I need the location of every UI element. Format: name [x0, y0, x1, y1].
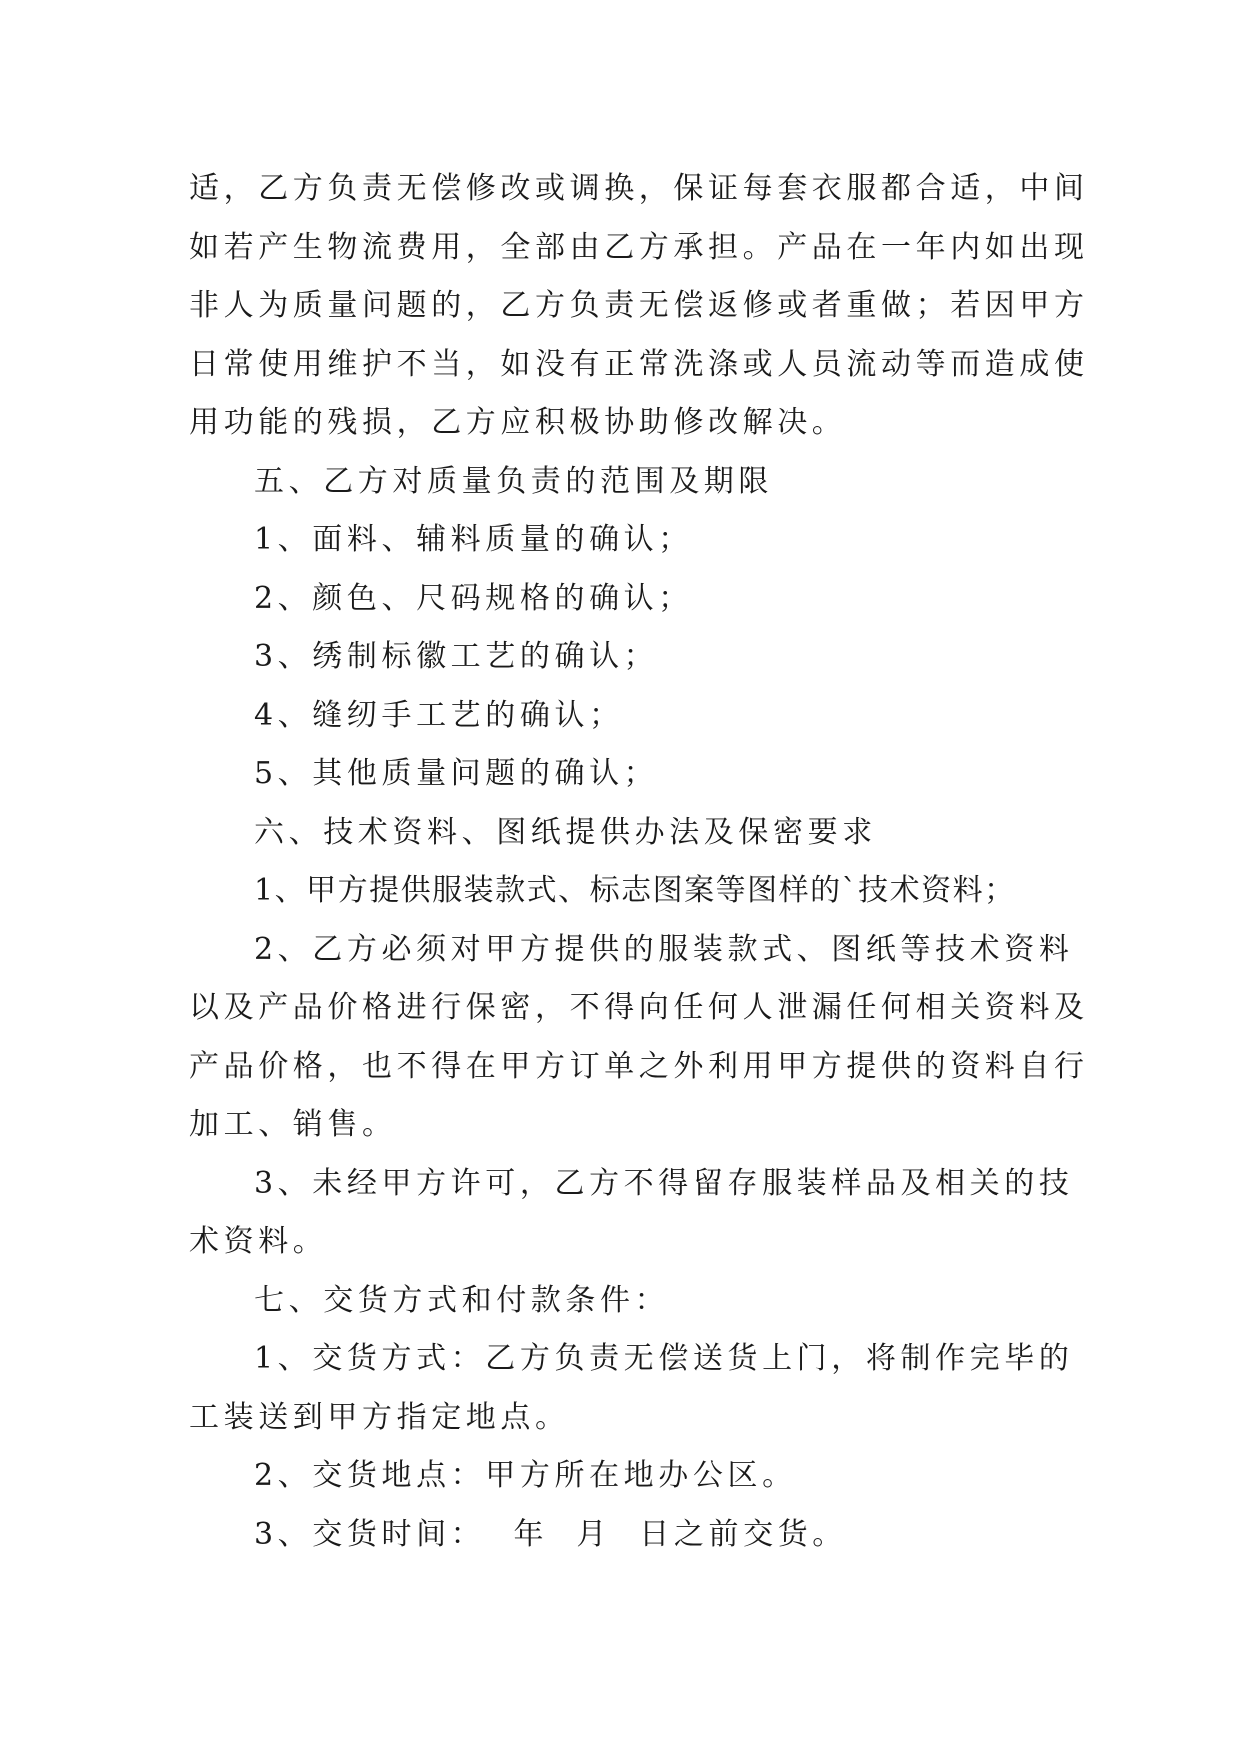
- section-heading-5: 五、乙方对质量负责的范围及期限: [254, 463, 773, 499]
- paragraph-line: 如若产生物流费用，全部由乙方承担。产品在一年内如出现: [189, 229, 1089, 265]
- list-item: 2、乙方必须对甲方提供的服装款式、图纸等技术资料: [254, 931, 1074, 967]
- list-item: 5、其他质量问题的确认；: [254, 756, 659, 791]
- paragraph-line: 以及产品价格进行保密，不得向任何人泄漏任何相关资料及: [189, 990, 1089, 1025]
- paragraph-line: 产品价格，也不得在甲方订单之外利用甲方提供的资料自行: [189, 1048, 1089, 1084]
- list-item: 1、交货方式：乙方负责无偿送货上门，将制作完毕的: [254, 1341, 1074, 1376]
- paragraph-line: 日常使用维护不当，如没有正常洗涤或人员流动等而造成使: [189, 346, 1089, 382]
- list-item: 1、甲方提供服装款式、标志图案等图样的`技术资料；: [254, 873, 1016, 908]
- paragraph-line: 加工、销售。: [189, 1107, 397, 1142]
- document-body: [189, 160, 1089, 1564]
- list-item: 3、交货时间： 年 月 日之前交货。: [254, 1516, 847, 1552]
- list-item: 4、缝纫手工艺的确认；: [254, 697, 624, 733]
- list-item: 3、绣制标徽工艺的确认；: [254, 639, 659, 674]
- paragraph-line: 用功能的残损，乙方应积极协助修改解决。: [189, 405, 847, 440]
- list-item: 2、颜色、尺码规格的确认；: [254, 580, 693, 616]
- section-heading-6: 六、技术资料、图纸提供办法及保密要求: [254, 814, 877, 850]
- paragraph-line: 适，乙方负责无偿修改或调换，保证每套衣服都合适，中间: [189, 171, 1089, 206]
- section-heading-7: 七、交货方式和付款条件：: [254, 1282, 670, 1318]
- paragraph-line: 非人为质量问题的，乙方负责无偿返修或者重做；若因甲方: [189, 288, 1089, 323]
- paragraph-line: 工装送到甲方指定地点。: [189, 1399, 570, 1435]
- list-item: 2、交货地点：甲方所在地办公区。: [254, 1458, 797, 1493]
- list-item: 1、面料、辅料质量的确认；: [254, 522, 693, 557]
- list-item: 3、未经甲方许可，乙方不得留存服装样品及相关的技: [254, 1165, 1074, 1201]
- paragraph-line: 术资料。: [189, 1224, 328, 1259]
